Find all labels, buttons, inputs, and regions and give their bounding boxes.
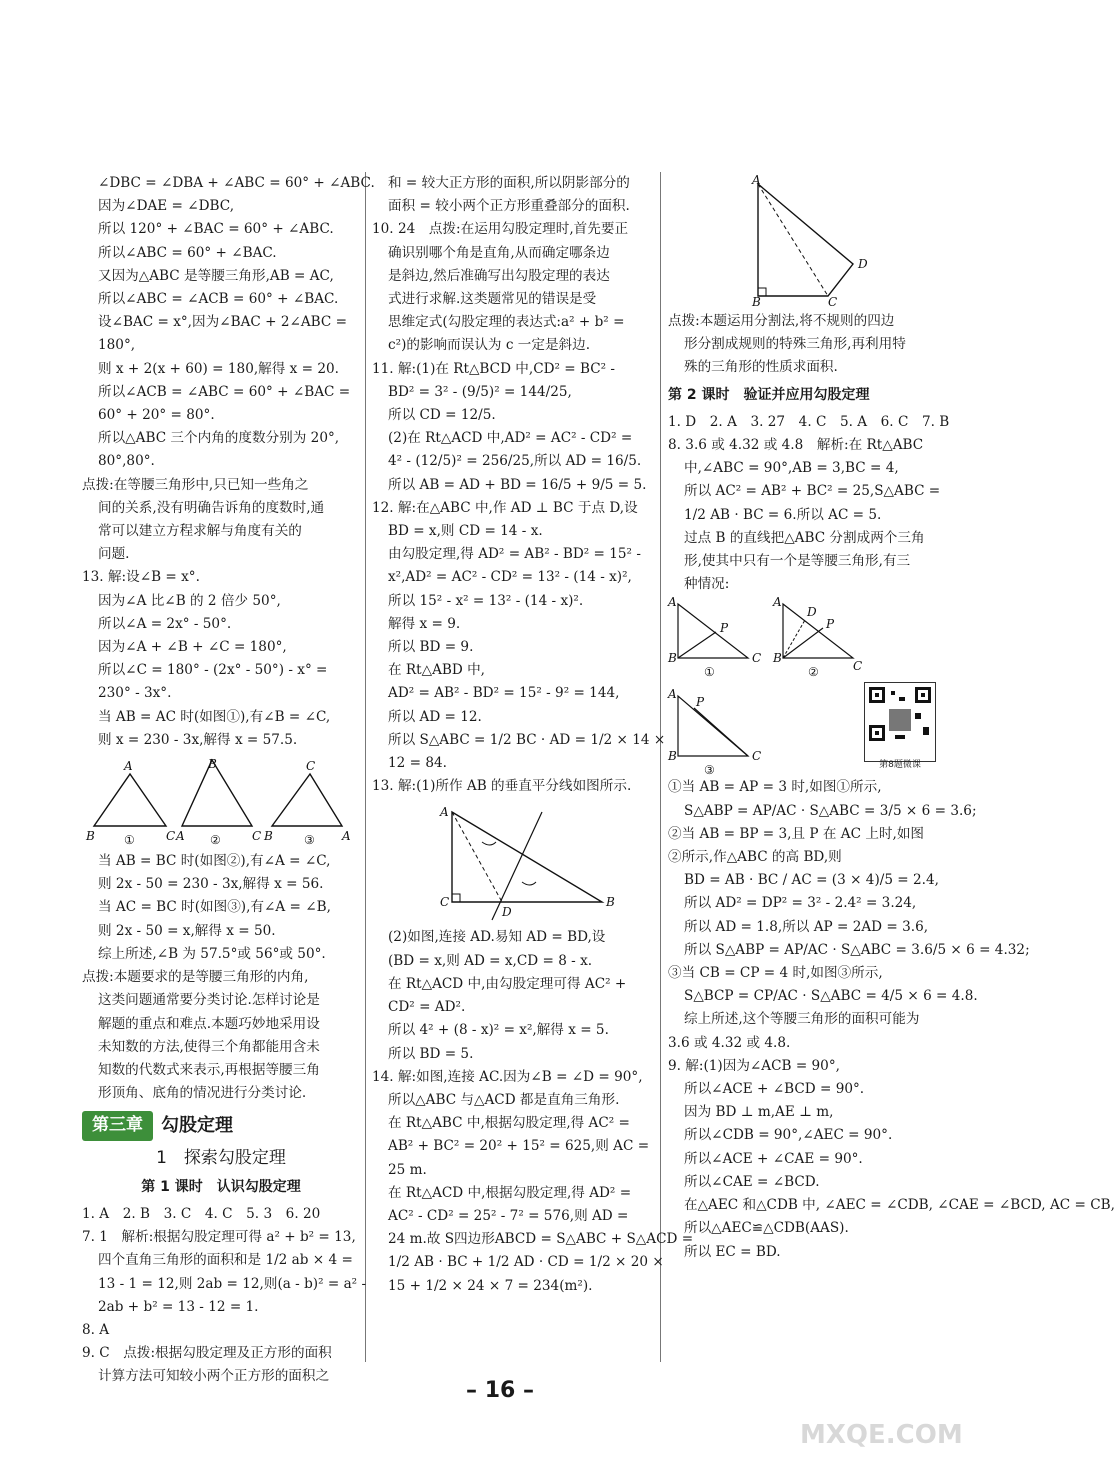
col2b-line: 在 Rt△ACD 中,由勾股定理可得 AC² + — [388, 975, 627, 992]
col2-line: 12 = 84. — [388, 755, 447, 772]
col3c-line: 3.6 或 4.32 或 4.8. — [668, 1034, 791, 1051]
svg-text:A: A — [124, 759, 133, 774]
page-number: – 16 – — [466, 1378, 534, 1403]
col3a-line: 殊的三角形的性质求面积. — [684, 359, 838, 376]
col3c-line: 9. 解:(1)因为∠ACB = 90°, — [668, 1057, 840, 1074]
col2-line: 确识别哪个角是直角,从而确定哪条边 — [388, 244, 610, 261]
col2-line: AD² = AB² - BD² = 15² - 9² = 144, — [388, 685, 620, 702]
col2b-line: (BD = x,则 AD = x,CD = 8 - x. — [388, 952, 593, 969]
column-rule-1 — [365, 172, 366, 1362]
section-title: 1 探索勾股定理 — [156, 1147, 286, 1168]
col3c-line: 在△AEC 和△CDB 中, ∠AEC = ∠CDB, ∠CAE = ∠BCD, AC = CB, — [684, 1197, 1115, 1214]
svg-text:D: D — [807, 605, 817, 620]
col3b-line: 所以 AC² = AB² + BC² = 25,S△ABC = — [684, 483, 941, 500]
svg-text:B: B — [668, 749, 677, 764]
col2-line: 12. 解:在△ABC 中,作 AD ⊥ BC 于点 D,设 — [372, 499, 638, 516]
col2b-line: 24 m.故 S四边形ABCD = S△ABC + S△ACD = — [388, 1231, 694, 1248]
col2b-line: AC² - CD² = 25² - 7² = 576,则 AD = — [388, 1207, 629, 1224]
col1-line: 180°, — [98, 337, 136, 354]
col2b-line: 在 Rt△ABC 中,根据勾股定理,得 AC² = — [388, 1115, 630, 1132]
col3b-line: 种情况: — [684, 576, 730, 593]
svg-text:B: B — [606, 895, 615, 910]
col1-line: 因为∠DAE = ∠DBC, — [98, 198, 235, 215]
figure-triangle-cases — [668, 595, 863, 778]
col1-line: 点拨:在等腰三角形中,只已知一些角之 — [82, 476, 309, 493]
answer-block-tip — [668, 310, 950, 380]
col2-line: 是斜边,然后准确写出勾股定理的表达 — [388, 267, 610, 284]
col1-line: 所以∠ABC = ∠ACB = 60° + ∠BAC. — [98, 291, 339, 308]
col2-line: BD² = 3² - (9/5)² = 144/25, — [388, 383, 572, 400]
column-right — [668, 172, 1115, 1264]
col1c-line: 13 - 1 = 12,则 2ab = 12,则(a - b)² = a² - — [98, 1275, 367, 1292]
figure-row — [668, 596, 950, 776]
col1c-line: 计算方法可知较小两个正方形的面积之 — [98, 1368, 330, 1385]
col3a-line: 点拨:本题运用分割法,将不规则的四边 — [668, 313, 895, 329]
lesson-2-title: 第 2 课时 验证并应用勾股定理 — [668, 386, 870, 403]
col3c-line: 所以△AEC≌△CDB(AAS). — [684, 1220, 849, 1237]
col2-line: 所以 BD = 9. — [388, 639, 474, 656]
col3b-line: 中,∠ABC = 90°,AB = 3,BC = 4, — [684, 460, 899, 477]
col1b-line: 点拨:本题要求的是等腰三角形的内角, — [82, 969, 309, 986]
col3b-line: 形,使其中只有一个是等腰三角形,有三 — [684, 553, 911, 570]
column-rule-2 — [660, 172, 661, 1362]
col2b-line: 25 m. — [388, 1161, 427, 1178]
col3c-line: 因为 BD ⊥ m,AE ⊥ m, — [684, 1104, 834, 1121]
answer-block-8-9 — [668, 776, 1115, 1263]
svg-text:P: P — [720, 621, 729, 636]
col2b-line: 所以 4² + (8 - x)² = x²,解得 x = 5. — [388, 1022, 609, 1039]
qr-code-icon[interactable] — [864, 682, 936, 770]
col2b-line: 14. 解:如图,连接 AC.因为∠B = ∠D = 90°, — [372, 1068, 643, 1085]
answer-block-13-cont — [82, 850, 360, 1105]
col2b-line: 所以 BD = 5. — [388, 1045, 474, 1062]
col3c-line: ③当 CB = CP = 4 时,如图③所示, — [668, 965, 883, 982]
col1c-line: 四个直角三角形的面积和是 1/2 ab × 4 = — [98, 1252, 353, 1269]
svg-text:C: C — [752, 749, 762, 764]
col1-line: ∠DBC = ∠DBA + ∠ABC = 60° + ∠ABC. — [98, 175, 375, 191]
col1b-line: 解题的重点和难点.本题巧妙地采用设 — [98, 1015, 320, 1032]
col3c-line: ②所示,作△ABC 的高 BD,则 — [668, 849, 842, 866]
col3c-line: 所以 AD² = DP² = 3² - 2.4² = 3.24, — [684, 895, 917, 912]
svg-text:B: B — [668, 651, 677, 666]
col1-line: 则 x + 2(x + 60) = 180,解得 x = 20. — [98, 360, 339, 377]
lesson-1-title: 第 1 课时 认识勾股定理 — [141, 1178, 301, 1195]
col2-line: 所以 CD = 12/5. — [388, 407, 496, 424]
svg-text:B: B — [86, 829, 95, 844]
svg-text:D: D — [502, 905, 512, 920]
col3a-line: 形分割成规则的特殊三角形,再利用特 — [684, 336, 906, 353]
col1b-line: 当 AB = BC 时(如图②),有∠A = ∠C, — [98, 853, 331, 870]
svg-text:B: B — [752, 295, 761, 309]
col1-line: 13. 解:设∠B = x°. — [82, 569, 200, 586]
col1b-line: 当 AC = BC 时(如图③),有∠A = ∠B, — [98, 899, 331, 916]
svg-text:B: B — [264, 829, 273, 844]
col1-line: 因为∠A + ∠B + ∠C = 180°, — [98, 639, 287, 656]
col2b-line: AB² + BC² = 20² + 15² = 625,则 AC = — [388, 1138, 650, 1155]
col1-line: 因为∠A 比∠B 的 2 倍少 50°, — [98, 592, 281, 609]
col2-line: 思维定式(勾股定理的表达式:a² + b² = — [388, 314, 625, 331]
svg-text:A: A — [342, 829, 351, 844]
figure-perpendicular-bisector — [372, 802, 642, 922]
svg-text:P: P — [826, 617, 835, 632]
col1b-line: 则 2x - 50 = 230 - 3x,解得 x = 56. — [98, 876, 324, 893]
col2-line: x²,AD² = AC² - CD² = 13² - (14 - x)², — [388, 569, 632, 586]
col1c-line: 9. C 点拨:根据勾股定理及正方形的面积 — [82, 1345, 332, 1362]
col2-line: 4² - (12/5)² = 256/25,所以 AD = 16/5. — [388, 453, 642, 470]
col1-line: 所以∠ABC = 60° + ∠BAC. — [98, 244, 277, 261]
col2b-line: 在 Rt△ACD 中,根据勾股定理,得 AD² = — [388, 1184, 632, 1201]
col1-line: 又因为△ABC 是等腰三角形,AB = AC, — [98, 267, 334, 284]
col1-line: 60° + 20° = 80°. — [98, 407, 215, 424]
col2-line: 和 = 较大正方形的面积,所以阴影部分的 — [388, 175, 630, 191]
col1b-line: 未知数的方法,使得三个角都能用含未 — [98, 1038, 320, 1055]
col2-line: c²)的影响而误认为 c 一定是斜边. — [388, 337, 591, 354]
col3c-line: ②当 AB = BP = 3,且 P 在 AC 上时,如图 — [668, 825, 925, 842]
col3c-line: 所以∠ACE + ∠CAE = 90°. — [684, 1150, 863, 1167]
col2-line: 面积 = 较小两个正方形重叠部分的面积. — [388, 198, 630, 215]
col3c-line: BD = AB · BC / AC = (3 × 4)/5 = 2.4, — [684, 872, 939, 889]
qr-code-block[interactable] — [864, 682, 936, 774]
col2b-line: (2)如图,连接 AD.易知 AD = BD,设 — [388, 929, 606, 946]
col1-line: 当 AB = AC 时(如图①),有∠B = ∠C, — [98, 708, 331, 725]
col2b-line: CD² = AD². — [388, 999, 466, 1016]
col1b-line: 综上所述,∠B 为 57.5°或 56°或 50°. — [98, 945, 326, 962]
svg-text:③: ③ — [704, 763, 715, 778]
column-middle — [372, 172, 694, 1298]
svg-text:C: C — [752, 651, 762, 666]
col3c-line: 所以∠CAE = ∠BCD. — [684, 1173, 820, 1190]
svg-text:①: ① — [704, 665, 715, 680]
col1-line: 230° - 3x°. — [98, 685, 172, 702]
svg-text:D: D — [858, 257, 868, 271]
answer-block-12 — [82, 172, 375, 752]
svg-text:②: ② — [808, 665, 819, 680]
col2-line: 式进行求解.这类题常见的错误是受 — [388, 291, 597, 308]
col2b-line: 所以△ABC 与△ACD 都是直角三角形. — [388, 1091, 620, 1108]
svg-text:A: A — [773, 595, 782, 610]
col3b-line: 8. 3.6 或 4.32 或 4.8 解析:在 Rt△ABC — [668, 437, 924, 454]
col3c-line: 所以 S△ABP = AP/AC · S△ABC = 3.6/5 × 6 = 4.32; — [684, 941, 1030, 958]
figure-quadrilateral-abcd — [668, 173, 938, 309]
svg-text:A: A — [752, 173, 761, 187]
col1b-line: 则 2x - 50 = x,解得 x = 50. — [98, 922, 276, 939]
col1-line: 设∠BAC = x°,因为∠BAC + 2∠ABC = — [98, 314, 348, 331]
answer-block-13-14 — [372, 926, 694, 1297]
col2-line: 所以 S△ABC = 1/2 BC · AD = 1/2 × 14 × — [388, 731, 666, 748]
svg-text:C: C — [828, 295, 838, 309]
col2b-line: 1/2 AB · BC + 1/2 AD · CD = 1/2 × 20 × — [388, 1254, 664, 1271]
col1-line: 所以∠A = 2x° - 50°. — [98, 615, 232, 632]
col2b-line: 15 + 1/2 × 24 × 7 = 234(m²). — [388, 1277, 593, 1294]
svg-text:C: C — [440, 895, 450, 910]
chapter-heading — [82, 1111, 360, 1140]
svg-text:A: A — [668, 595, 677, 610]
col1-line: 则 x = 230 - 3x,解得 x = 57.5. — [98, 731, 298, 748]
svg-text:②: ② — [210, 833, 221, 848]
svg-text:C: C — [252, 829, 262, 844]
col2-line: 所以 AB = AD + BD = 16/5 + 9/5 = 5. — [388, 476, 647, 493]
col2-line: 所以 AD = 12. — [388, 708, 482, 725]
col1-line: 所以 120° + ∠BAC = 60° + ∠ABC. — [98, 221, 334, 238]
watermark: MXQE.COM — [800, 1420, 963, 1450]
svg-text:A: A — [668, 687, 677, 702]
col3b-line: 1/2 AB · BC = 6.所以 AC = 5. — [684, 506, 882, 523]
col1b-line: 形顶角、底角的情况进行分类讨论. — [98, 1085, 307, 1102]
col1-line: 所以△ABC 三个内角的度数分别为 20°, — [98, 430, 340, 447]
col2-line: 解得 x = 9. — [388, 615, 461, 632]
col2-line: 由勾股定理,得 AD² = AB² - BD² = 15² - — [388, 546, 641, 563]
col3c-line: 所以∠CDB = 90°,∠AEC = 90°. — [684, 1127, 893, 1144]
chapter-title: 勾股定理 — [161, 1115, 233, 1137]
col2-line: 11. 解:(1)在 Rt△BCD 中,CD² = BC² - — [372, 360, 616, 377]
col2-line: BD = x,则 CD = 14 - x. — [388, 523, 543, 540]
col1-line: 所以∠ACB = ∠ABC = 60° + ∠BAC = — [98, 383, 351, 400]
svg-text:C: C — [853, 659, 863, 674]
col1-line: 间的关系,没有明确告诉角的度数时,通 — [98, 499, 325, 516]
col2-line: (2)在 Rt△ACD 中,AD² = AC² - CD² = — [388, 430, 633, 447]
col2-line: 所以 15² - x² = 13² - (14 - x)². — [388, 592, 584, 609]
col1b-line: 知数的代数式来表示,再根据等腰三角 — [98, 1061, 320, 1078]
col1-line: 所以∠C = 180° - (2x° - 50°) - x° = — [98, 662, 328, 679]
svg-text:P: P — [696, 695, 705, 710]
qr-caption: 第8题微课 — [879, 759, 921, 770]
col1c-line: 7. 1 解析:根据勾股定理可得 a² + b² = 13, — [82, 1229, 356, 1246]
col1-line: 问题. — [98, 546, 130, 563]
col3b-line: 1. D 2. A 3. 27 4. C 5. A 6. C 7. B — [668, 413, 950, 430]
col3c-line: 所以 EC = BD. — [684, 1243, 781, 1260]
col3c-line: 综上所述,这个等腰三角形的面积可能为 — [684, 1011, 920, 1028]
col3c-line: S△BCP = CP/AC · S△ABC = 4/5 × 6 = 4.8. — [684, 988, 978, 1005]
svg-text:①: ① — [124, 833, 135, 848]
col3c-line: 所以∠ACE + ∠BCD = 90°. — [684, 1081, 865, 1098]
col3b-line: 过点 B 的直线把△ABC 分割成两个三角 — [684, 529, 925, 546]
col3c-line: 所以 AD = 1.8,所以 AP = 2AD = 3.6, — [684, 918, 929, 935]
col3c-line: S△ABP = AP/AC · S△ABC = 3/5 × 6 = 3.6; — [684, 802, 977, 819]
svg-text:C: C — [166, 829, 176, 844]
svg-text:B: B — [208, 757, 217, 772]
figure-three-triangles — [82, 756, 352, 846]
col1b-line: 这类问题通常要分类讨论.怎样讨论是 — [98, 992, 320, 1009]
svg-text:B: B — [773, 651, 782, 666]
column-left — [82, 172, 375, 1389]
svg-text:C: C — [306, 759, 316, 774]
col2-line: 10. 24 点拨:在运用勾股定理时,首先要正 — [372, 221, 629, 238]
col1c-line: 1. A 2. B 3. C 4. C 5. 3 6. 20 — [82, 1205, 321, 1222]
col1c-line: 8. A — [82, 1321, 110, 1338]
answer-block-lesson1 — [82, 1203, 367, 1389]
col1-line: 80°,80°. — [98, 453, 155, 470]
svg-text:A: A — [176, 829, 185, 844]
answer-block-lesson2 — [668, 411, 950, 597]
col2-line: 在 Rt△ABD 中, — [388, 662, 486, 679]
svg-text:A: A — [440, 805, 449, 820]
col1-line: 常可以建立方程求解与角度有关的 — [98, 523, 302, 540]
col3c-line: ①当 AB = AP = 3 时,如图①所示, — [668, 779, 882, 796]
answer-block-10-13 — [372, 172, 666, 798]
chapter-tag: 第三章 — [82, 1111, 153, 1140]
col1c-line: 2ab + b² = 13 - 12 = 1. — [98, 1298, 259, 1315]
col2-line: 13. 解:(1)所作 AB 的垂直平分线如图所示. — [372, 778, 632, 795]
svg-text:③: ③ — [304, 833, 315, 848]
